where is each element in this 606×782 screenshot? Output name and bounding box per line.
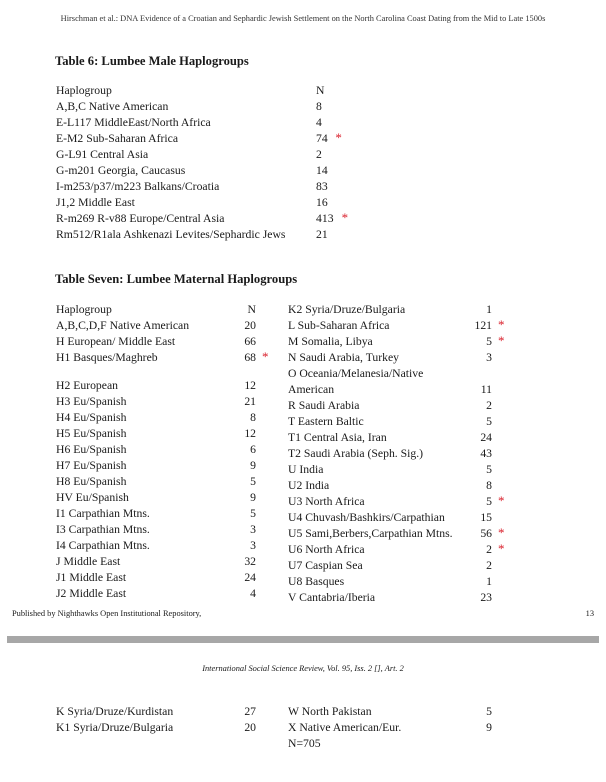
table7-left-label: J Middle East: [56, 555, 121, 568]
table7-cont-left-n: 20: [244, 721, 256, 734]
table7-right-n: 24: [480, 431, 492, 444]
table7-cont-right-n: 9: [486, 721, 492, 734]
table7-right-n: 2: [486, 543, 492, 556]
table7-right-n: 5: [486, 495, 492, 508]
table7-left-label: J2 Middle East: [56, 587, 127, 600]
table7-right-label: U4 Chuvash/Bashkirs/Carpathian: [288, 511, 445, 524]
table7-right-label: L Sub-Saharan Africa: [288, 319, 390, 332]
table7-right-label: T Eastern Baltic: [288, 415, 364, 428]
table6-row-n: 2: [316, 148, 322, 161]
table7-significance-marker: *: [498, 333, 505, 348]
table7-right-label: U3 North Africa: [288, 495, 365, 508]
table7-significance-marker: *: [498, 317, 505, 332]
table7-left-n: 66: [244, 335, 256, 348]
table7-right-n: 15: [480, 511, 492, 524]
table7-cont-left-label: K1 Syria/Druze/Bulgaria: [56, 721, 174, 734]
table7-right-label: M Somalia, Libya: [288, 335, 373, 348]
table7-right-label: U8 Basques: [288, 575, 345, 588]
table6-row-label: Rm512/R1ala Ashkenazi Levites/Sephardic Jews: [56, 228, 286, 241]
table7-left-label: H4 Eu/Spanish: [56, 411, 127, 424]
table7-right-label: T2 Saudi Arabia (Seph. Sig.): [288, 447, 424, 460]
table7-significance-marker: *: [498, 493, 505, 508]
table6-row-n: 74: [316, 132, 328, 145]
table7-right-label: American: [288, 383, 335, 396]
table6-row-label: E-M2 Sub-Saharan Africa: [56, 132, 179, 145]
table6-significance-marker: *: [335, 130, 342, 145]
table7-left-n: 32: [244, 555, 256, 568]
table7-right-n: 5: [486, 415, 492, 428]
table7-cont-left-n: 27: [244, 705, 256, 718]
table7-right-n: 56: [480, 527, 492, 540]
table7-left-label: H European/ Middle East: [56, 335, 176, 348]
table7-left-label: HV Eu/Spanish: [56, 491, 129, 504]
table7-right-label: O Oceania/Melanesia/Native: [288, 367, 424, 380]
table7-left-n: 9: [250, 491, 256, 504]
table7-cont-right-n: 5: [486, 705, 492, 718]
table7-left-n: 5: [250, 507, 256, 520]
table7-cont-right-label: X Native American/Eur.: [288, 721, 402, 734]
table7-left-n: 3: [250, 523, 256, 536]
table7-right-label: R Saudi Arabia: [288, 399, 360, 412]
table7-right-label: U India: [288, 463, 324, 476]
table7-right-n: 2: [486, 399, 492, 412]
table6-row-n: 4: [316, 116, 322, 129]
table6-row-n: 16: [316, 196, 328, 209]
table7-left-n: 12: [244, 427, 256, 440]
table7-left-label: I1 Carpathian Mtns.: [56, 507, 150, 520]
table7-left-label: H6 Eu/Spanish: [56, 443, 127, 456]
table7-right-n: 11: [480, 383, 492, 396]
table7-right-n: 43: [480, 447, 492, 460]
table7-left-label: A,B,C,D,F Native American: [56, 319, 190, 332]
table7-left-n: 8: [250, 411, 256, 424]
table7-right-label: T1 Central Asia, Iran: [288, 431, 387, 444]
table7-left-n: 9: [250, 459, 256, 472]
table6-row-label: R-m269 R-v88 Europe/Central Asia: [56, 212, 225, 225]
table7-right-n: 8: [486, 479, 492, 492]
table6-title: Table 6: Lumbee Male Haplogroups: [55, 54, 249, 68]
table7-right-n: 1: [486, 303, 492, 316]
running-head: Hirschman et al.: DNA Evidence of a Croatian and Sephardic Jewish Settlement on the North Carolina Coast Dating from the Mid to Late 1500s: [60, 14, 546, 23]
table7-left-n: 4: [250, 587, 256, 600]
table7-cont-right-label: W North Pakistan: [288, 705, 372, 718]
table7-cont-left-label: K Syria/Druze/Kurdistan: [56, 705, 174, 718]
page-separator: [7, 636, 599, 643]
table7-significance-marker: *: [498, 525, 505, 540]
table7-left-n: 20: [244, 319, 256, 332]
table6-row-label: J1,2 Middle East: [56, 196, 135, 209]
table7-right-label: U2 India: [288, 479, 330, 492]
table7-right-label: N Saudi Arabia, Turkey: [288, 351, 400, 364]
table6-significance-marker: *: [341, 210, 349, 225]
table6-row-n: 14: [316, 164, 328, 177]
table7-left-n: N: [247, 303, 256, 316]
table7-significance-marker: *: [262, 349, 269, 364]
table7-left-label: J1 Middle East: [56, 571, 127, 584]
table7-left-label: Haplogroup: [56, 303, 112, 316]
journal-running-head: International Social Science Review, Vol. 95, Iss. 2 [], Art. 2: [202, 664, 404, 673]
table7-title: Table Seven: Lumbee Maternal Haplogroups: [55, 272, 298, 286]
footer-page-number: 13: [585, 609, 594, 618]
table7-left-label: H3 Eu/Spanish: [56, 395, 127, 408]
table7-left-label: I4 Carpathian Mtns.: [56, 539, 150, 552]
table7-left-n: 12: [244, 379, 256, 392]
table7-right-n: 5: [486, 335, 492, 348]
table7-right-label: U6 North Africa: [288, 543, 365, 556]
table7-left-label: I3 Carpathian Mtns.: [56, 523, 150, 536]
table7-left-n: 24: [244, 571, 256, 584]
table7-right-n: 3: [486, 351, 492, 364]
table7-left-label: H1 Basques/Maghreb: [56, 351, 158, 364]
table7-left-n: 21: [244, 395, 256, 408]
table6-row-label: I-m253/p37/m223 Balkans/Croatia: [56, 180, 220, 193]
table7-right-label: K2 Syria/Druze/Bulgaria: [288, 303, 406, 316]
table6-row-n: 83: [316, 180, 328, 193]
table7-cont-right-label: N=705: [288, 737, 321, 750]
table7-right-label: U7 Caspian Sea: [288, 559, 363, 572]
table7-left-label: H7 Eu/Spanish: [56, 459, 127, 472]
table6-row-label: E-L117 MiddleEast/North Africa: [56, 116, 211, 129]
table7-left-n: 6: [250, 443, 256, 456]
table7-right-label: U5 Sami,Berbers,Carpathian Mtns.: [288, 527, 453, 540]
table7-right-n: 2: [486, 559, 492, 572]
table7-right-n: 5: [486, 463, 492, 476]
table7-right-n: 121: [474, 319, 492, 332]
table7-right-label: V Cantabria/Iberia: [288, 591, 376, 604]
table6-row-label: G-L91 Central Asia: [56, 148, 149, 161]
footer-publisher: Published by Nighthawks Open Institutional Repository,: [12, 609, 202, 618]
table6-row-label: A,B,C Native American: [56, 100, 169, 113]
table6-row-n: 21: [316, 228, 328, 241]
table6-row-label: G-m201 Georgia, Caucasus: [56, 164, 186, 177]
table6-header-n: N: [316, 84, 325, 97]
table6-header-haplogroup: Haplogroup: [56, 84, 112, 97]
table7-significance-marker: *: [498, 541, 505, 556]
table7-left-label: H8 Eu/Spanish: [56, 475, 127, 488]
table6-row-n: 413: [316, 212, 334, 225]
table7-left-label: H2 European: [56, 379, 118, 392]
table7-right-n: 1: [486, 575, 492, 588]
table6-row-n: 8: [316, 100, 322, 113]
table7-left-n: 5: [250, 475, 256, 488]
table7-left-n: 68: [244, 351, 256, 364]
table7-left-n: 3: [250, 539, 256, 552]
table7-right-n: 23: [480, 591, 492, 604]
table7-left-label: H5 Eu/Spanish: [56, 427, 127, 440]
